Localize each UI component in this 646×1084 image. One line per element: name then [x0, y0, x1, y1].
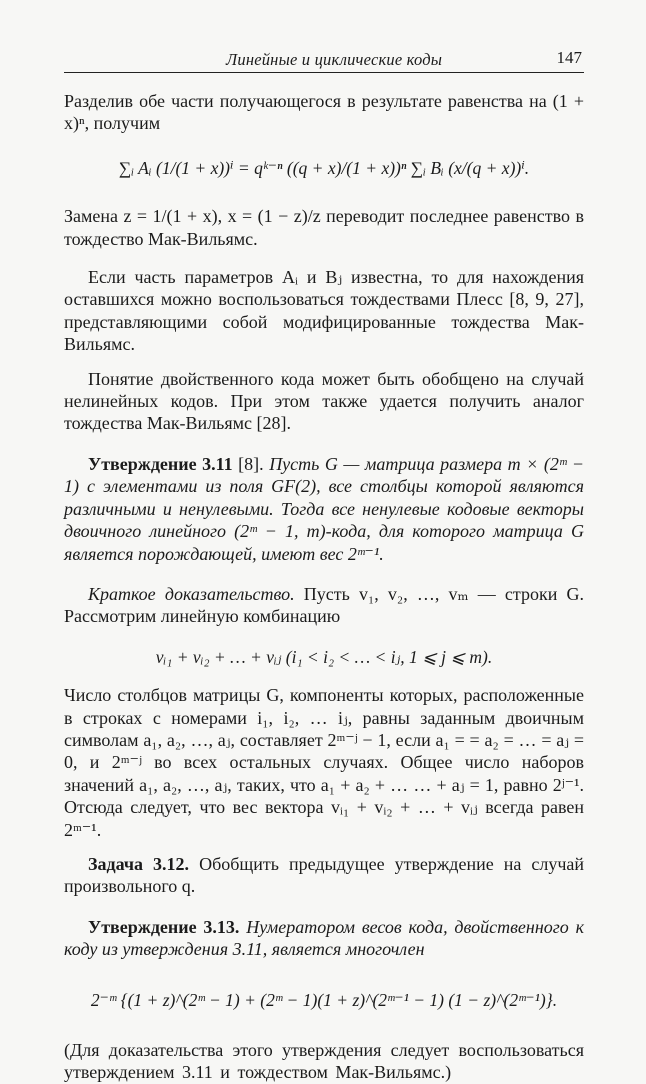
task-3-12	[64, 853, 584, 898]
paragraph-pless: Если часть параметров Aᵢ и Bⱼ известна, то для нахождения оставшихся можно воспользоваться тождествами Плесс [8, 9, 27], представляющими собой модифицированные тождества Мак-Вильямс.	[64, 267, 584, 355]
page-number: 147	[556, 48, 582, 67]
paragraph-closing-note: (Для доказательства этого утверждения следует воспользоваться утверждением 3.11 и тождеством Мак-Вильямс.)	[64, 1040, 584, 1083]
paragraph-substitution: Замена z = 1/(1 + x), x = (1 − z)/z переводит последнее равенство в тождество Мак-Вильямс.	[64, 206, 584, 249]
paragraph-intro: Разделив обе части получающегося в результате равенства на (1 + x)ⁿ, получим	[64, 91, 584, 134]
paragraph-column-count: Число столбцов матрицы G, компоненты которых, расположенные в строках с номерами i₁, i₂, … iⱼ, равны заданным двоичным символам a₁, a₂, …, aⱼ, составляет 2ᵐ⁻ʲ − 1, если a₁ = = a₂ = … = aⱼ = 0, и 2ᵐ⁻ʲ во всех остальных случаях. Общее число наборов значений a₁, a₂, …, aⱼ, таких, что a₁ + a₂ + … … + aⱼ = 1, равно 2ʲ⁻¹. Отсюда следует, что вес вектора vᵢ₁ + vᵢ₂ + … + vᵢⱼ всегда равен 2ᵐ⁻¹.	[64, 685, 584, 840]
statement-3-11-label: Утверждение 3.11	[88, 453, 233, 474]
paragraph-dual-code: Понятие двойственного кода может быть обобщено на случай нелинейных кодов. При этом также удается получить аналог тождества Мак-Вильямс [28].	[64, 368, 584, 434]
task-3-12-text: Обобщить предыдущее утверждение на случай произвольного q.	[64, 853, 585, 897]
running-title: Линейные и циклические коды	[226, 50, 443, 69]
proof-text: Пусть v₁, v₂, …, vₘ — строки G. Рассмотрим линейную комбинацию	[64, 583, 585, 627]
page-body	[64, 90, 584, 1084]
task-3-12-label: Задача 3.12.	[88, 853, 190, 874]
statement-3-11-text: Пусть G — матрица размера m × (2ᵐ − 1) с элементами из поля GF(2), все столбцы которой являются различными и ненулевыми. Тогда все ненулевые кодовые векторы двоичного линейного (2ᵐ − 1, m)-кода, для которого матрица G является порождающей, имеют вес 2ᵐ⁻¹.	[64, 453, 584, 564]
proof-label: Краткое доказательство.	[88, 583, 295, 604]
proof-sketch	[64, 583, 584, 628]
statement-3-13-text: Нумератором весов кода, двойственного к коду из утверждения 3.11, является многочлен	[64, 916, 584, 960]
formula-identity: ∑ᵢ Aᵢ (1/(1 + x))ⁱ = qᵏ⁻ⁿ ((q + x)/(1 + x))ⁿ ∑ᵢ Bᵢ (x/(q + x))ⁱ.	[118, 157, 530, 178]
page-header	[64, 48, 584, 73]
formula-linear-combination: vᵢ₁ + vᵢ₂ + … + vᵢⱼ (i₁ < i₂ < … < iⱼ, 1 ⩽ j ⩽ m).	[155, 646, 493, 667]
statement-3-11	[64, 453, 584, 565]
statement-3-13-label: Утверждение 3.13.	[88, 916, 240, 937]
formula-weight-enumerator: 2⁻ᵐ {(1 + z)^(2ᵐ − 1) + (2ᵐ − 1)(1 + z)^(2ᵐ⁻¹ − 1) (1 − z)^(2ᵐ⁻¹)}.	[90, 989, 558, 1010]
statement-3-11-ref: [8].	[232, 453, 270, 474]
statement-3-13	[64, 916, 584, 961]
